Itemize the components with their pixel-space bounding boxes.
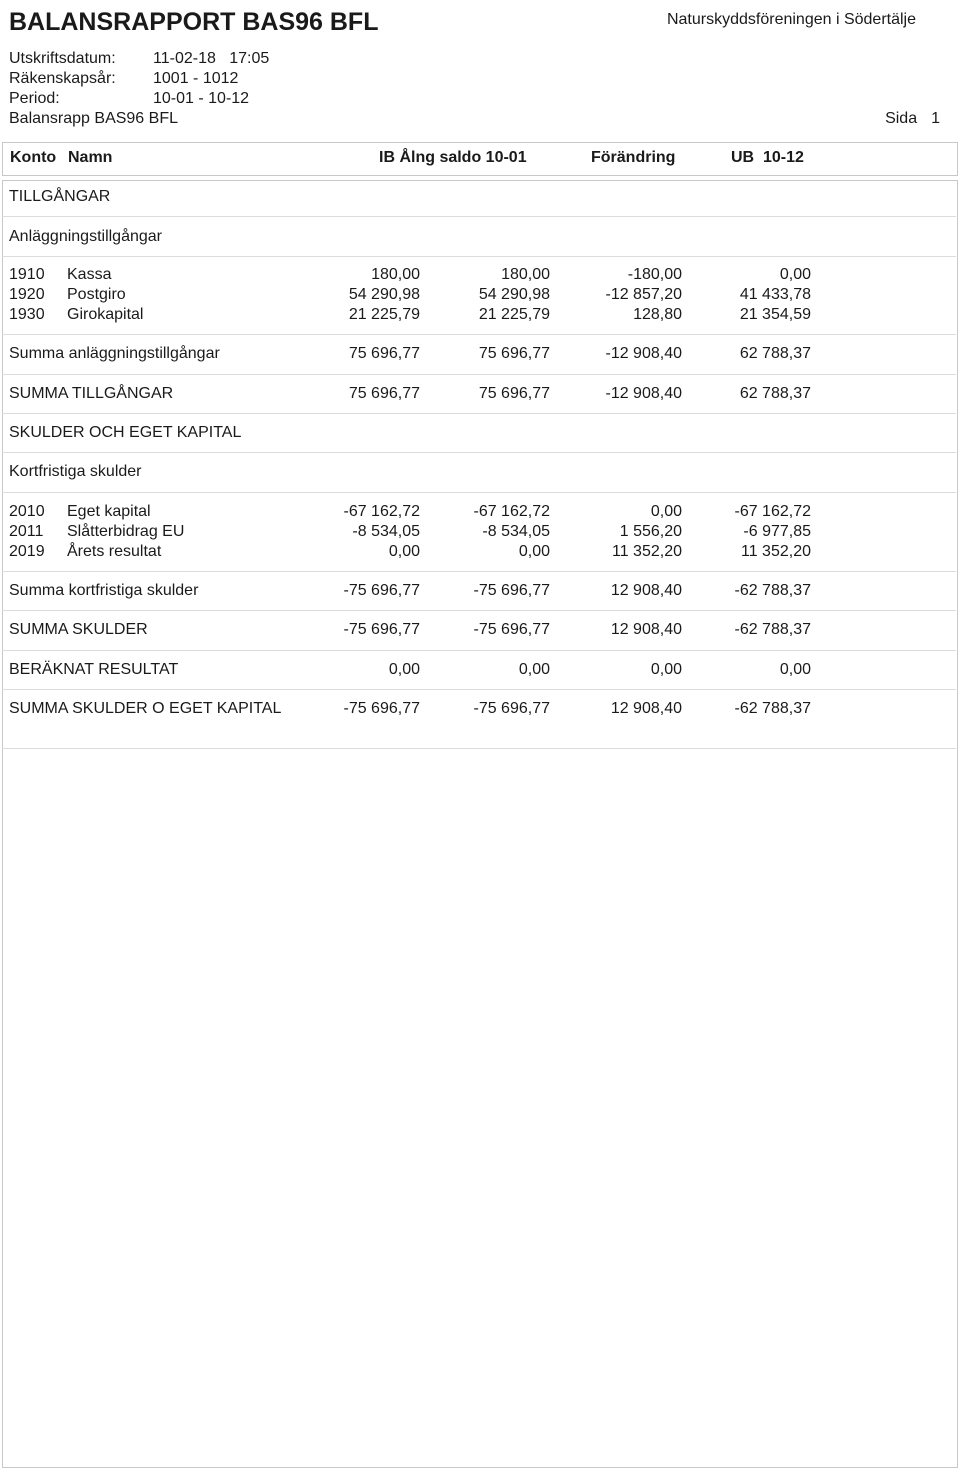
ub-value: -62 788,37 bbox=[734, 621, 811, 638]
table-row bbox=[0, 503, 956, 523]
divider bbox=[2, 492, 956, 493]
account-number: 2019 bbox=[9, 543, 45, 560]
meta-period bbox=[9, 90, 249, 108]
section-title: SKULDER OCH EGET KAPITAL bbox=[9, 424, 242, 441]
change-value: 128,80 bbox=[633, 306, 682, 323]
ib-value: -75 696,77 bbox=[343, 700, 420, 717]
ing-saldo-value: 21 225,79 bbox=[478, 306, 550, 323]
ub-value: -67 162,72 bbox=[734, 503, 811, 520]
page-indicator bbox=[885, 110, 940, 128]
meta-label: Period: bbox=[9, 90, 60, 107]
subsection-heading bbox=[0, 463, 956, 483]
ib-value: 54 290,98 bbox=[348, 286, 420, 303]
divider bbox=[2, 413, 956, 414]
page-number: 1 bbox=[931, 110, 940, 127]
col-forandring: Förändring bbox=[591, 149, 676, 166]
change-value: -12 908,40 bbox=[605, 385, 682, 402]
total-label: SUMMA SKULDER O EGET KAPITAL bbox=[9, 700, 282, 717]
ub-value: 62 788,37 bbox=[739, 345, 811, 362]
column-header-bar bbox=[2, 142, 958, 176]
divider bbox=[2, 748, 956, 749]
account-name: Girokapital bbox=[67, 306, 144, 323]
change-value: -180,00 bbox=[627, 266, 682, 283]
table-row bbox=[0, 523, 956, 543]
ib-value: 21 225,79 bbox=[348, 306, 420, 323]
change-value: 12 908,40 bbox=[610, 582, 682, 599]
account-name: Slåtterbidrag EU bbox=[67, 523, 185, 540]
ing-saldo-value: 75 696,77 bbox=[478, 345, 550, 362]
ing-saldo-value: -75 696,77 bbox=[473, 700, 550, 717]
account-name: Eget kapital bbox=[67, 503, 151, 520]
report-title: BALANSRAPPORT BAS96 BFL bbox=[9, 8, 379, 36]
total-label: SUMMA SKULDER bbox=[9, 621, 148, 638]
account-number: 1930 bbox=[9, 306, 45, 323]
total-label: BERÄKNAT RESULTAT bbox=[9, 661, 179, 678]
meta-value: 1001 - 1012 bbox=[153, 70, 239, 87]
ing-saldo-value: -67 162,72 bbox=[473, 503, 550, 520]
ing-saldo-value: 0,00 bbox=[518, 661, 550, 678]
ib-value: 180,00 bbox=[371, 266, 420, 283]
account-name: Kassa bbox=[67, 266, 112, 283]
divider bbox=[2, 216, 956, 217]
change-value: 0,00 bbox=[650, 661, 682, 678]
subsection-title: Kortfristiga skulder bbox=[9, 463, 142, 480]
total-label: SUMMA TILLGÅNGAR bbox=[9, 385, 174, 402]
col-namn: Namn bbox=[68, 149, 113, 166]
divider bbox=[2, 374, 956, 375]
ub-value: -62 788,37 bbox=[734, 700, 811, 717]
col-ib: IB Ålng saldo 10-01 bbox=[379, 149, 527, 166]
ib-value: 0,00 bbox=[388, 661, 420, 678]
ing-saldo-value: 54 290,98 bbox=[478, 286, 550, 303]
report-header bbox=[0, 0, 960, 140]
change-value: -12 908,40 bbox=[605, 345, 682, 362]
meta-value: 11-02-18 17:05 bbox=[153, 50, 270, 67]
total-row bbox=[0, 345, 956, 365]
section-heading bbox=[0, 424, 956, 444]
ing-saldo-value: -8 534,05 bbox=[482, 523, 550, 540]
ub-value: 41 433,78 bbox=[739, 286, 811, 303]
ib-value: -75 696,77 bbox=[343, 621, 420, 638]
total-row bbox=[0, 700, 956, 720]
divider bbox=[2, 452, 956, 453]
account-name: Årets resultat bbox=[67, 543, 162, 560]
change-value: 1 556,20 bbox=[619, 523, 682, 540]
ib-value: -67 162,72 bbox=[343, 503, 420, 520]
account-number: 2010 bbox=[9, 503, 45, 520]
table-row bbox=[0, 266, 956, 286]
divider bbox=[2, 334, 956, 335]
ing-saldo-value: 75 696,77 bbox=[478, 385, 550, 402]
meta-label: Utskriftsdatum: bbox=[9, 50, 116, 67]
ing-saldo-value: 0,00 bbox=[518, 543, 550, 560]
ib-value: -75 696,77 bbox=[343, 582, 420, 599]
total-row bbox=[0, 661, 956, 681]
ub-value: 0,00 bbox=[779, 661, 811, 678]
divider bbox=[2, 571, 956, 572]
total-row bbox=[0, 385, 956, 405]
ing-saldo-value: 180,00 bbox=[501, 266, 550, 283]
change-value: 12 908,40 bbox=[610, 621, 682, 638]
table-row bbox=[0, 543, 956, 563]
change-value: 12 908,40 bbox=[610, 700, 682, 717]
report-name: Balansrapp BAS96 BFL bbox=[9, 110, 178, 127]
ib-value: -8 534,05 bbox=[352, 523, 420, 540]
ub-value: -62 788,37 bbox=[734, 582, 811, 599]
section-title: TILLGÅNGAR bbox=[9, 188, 111, 205]
account-number: 1910 bbox=[9, 266, 45, 283]
divider bbox=[2, 650, 956, 651]
col-ub: UB 10-12 bbox=[731, 149, 804, 166]
change-value: 0,00 bbox=[650, 503, 682, 520]
ing-saldo-value: -75 696,77 bbox=[473, 582, 550, 599]
ib-value: 0,00 bbox=[388, 543, 420, 560]
total-row bbox=[0, 582, 956, 602]
meta-print-date bbox=[9, 50, 269, 68]
account-number: 1920 bbox=[9, 286, 45, 303]
divider bbox=[2, 610, 956, 611]
account-name: Postgiro bbox=[67, 286, 126, 303]
ing-saldo-value: -75 696,77 bbox=[473, 621, 550, 638]
subsection-heading bbox=[0, 228, 956, 248]
account-number: 2011 bbox=[9, 523, 44, 540]
section-heading bbox=[0, 188, 956, 208]
divider bbox=[2, 689, 956, 690]
ub-value: -6 977,85 bbox=[743, 523, 811, 540]
meta-fiscal-year bbox=[9, 70, 238, 88]
table-row bbox=[0, 286, 956, 306]
change-value: -12 857,20 bbox=[605, 286, 682, 303]
ub-value: 62 788,37 bbox=[739, 385, 811, 402]
divider bbox=[2, 256, 956, 257]
ub-value: 21 354,59 bbox=[739, 306, 811, 323]
total-row bbox=[0, 621, 956, 641]
meta-label: Räkenskapsår: bbox=[9, 70, 116, 87]
ub-value: 0,00 bbox=[779, 266, 811, 283]
ib-value: 75 696,77 bbox=[348, 385, 420, 402]
total-label: Summa kortfristiga skulder bbox=[9, 582, 199, 599]
table-row bbox=[0, 306, 956, 326]
organization-name: Naturskyddsföreningen i Södertälje bbox=[666, 11, 916, 28]
page-label: Sida bbox=[885, 110, 918, 127]
meta-value: 10-01 - 10-12 bbox=[153, 90, 250, 107]
change-value: 11 352,20 bbox=[612, 543, 682, 560]
ub-value: 11 352,20 bbox=[741, 543, 811, 560]
subsection-title: Anläggningstillgångar bbox=[9, 228, 162, 245]
total-label: Summa anläggningstillgångar bbox=[9, 345, 220, 362]
col-konto: Konto bbox=[10, 149, 57, 166]
ib-value: 75 696,77 bbox=[348, 345, 420, 362]
